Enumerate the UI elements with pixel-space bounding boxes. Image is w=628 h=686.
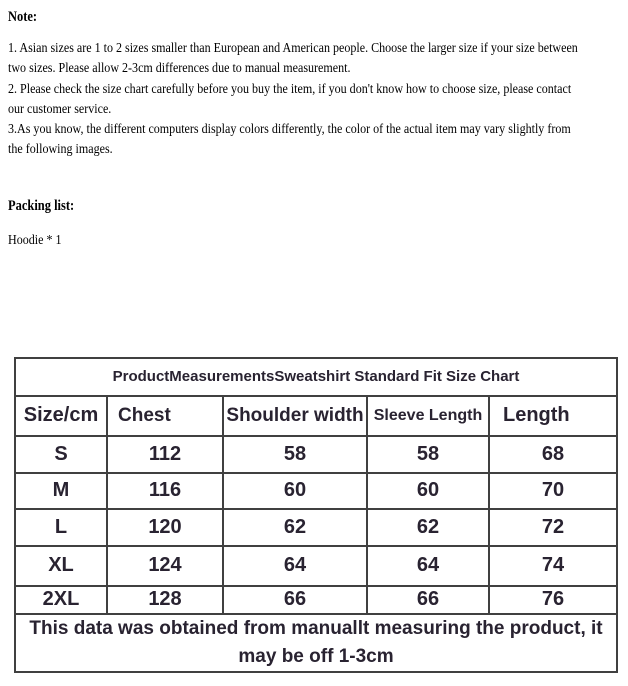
chest-cell: 128 [107,586,223,614]
size-chart-header-row [15,396,617,436]
length-cell: 76 [489,586,617,614]
sleeve-cell: 66 [367,586,489,614]
sleeve-cell: 60 [367,473,489,509]
column-header-length: Length [489,396,617,436]
column-header-shoulder-width: Shoulder width [223,396,367,436]
size-cell: XL [15,546,107,586]
length-cell: 72 [489,509,617,546]
note-line: our customer service. [8,101,112,117]
size-cell: M [15,473,107,509]
length-cell: 70 [489,473,617,509]
size-chart-footer-row [15,614,617,672]
table-row-xl [15,546,617,586]
note-line: 1. Asian sizes are 1 to 2 sizes smaller than European and American people. Choose the larger size if your size between [8,41,578,56]
shoulder-cell: 62 [223,509,367,546]
shoulder-cell: 66 [223,586,367,614]
size-cell: S [15,436,107,473]
table-row-m [15,473,617,509]
note-heading: Note: [8,9,38,25]
sleeve-cell: 64 [367,546,489,586]
packing-list-item: Hoodie * 1 [8,232,62,248]
note-line: 2. Please check the size chart carefully before you buy the item, if you don't know how to choose size, please contact [8,81,572,97]
note-line: the following images. [8,142,113,158]
table-row-2xl [15,586,617,614]
shoulder-cell: 58 [223,436,367,473]
size-chart-title: ProductMeasurementsSweatshirt Standard Fit Size Chart [15,358,617,396]
note-line: two sizes. Please allow 2-3cm differences due to manual measurement. [8,61,351,77]
size-chart-title-row [15,358,617,396]
size-chart-footer-note: This data was obtained from manuallt measuring the product, it may be off 1-3cm [15,614,617,672]
length-cell: 68 [489,436,617,473]
length-cell: 74 [489,546,617,586]
table-row-s [15,436,617,473]
sleeve-cell: 62 [367,509,489,546]
note-paragraph [8,39,620,161]
column-header-chest: Chest [107,396,223,436]
size-cell: 2XL [15,586,107,614]
packing-list-heading: Packing list: [8,197,75,214]
shoulder-cell: 60 [223,473,367,509]
chest-cell: 120 [107,509,223,546]
column-header-size: Size/cm [15,396,107,436]
chest-cell: 124 [107,546,223,586]
sleeve-cell: 58 [367,436,489,473]
shoulder-cell: 64 [223,546,367,586]
note-line: 3.As you know, the different computers display colors differently, the color of the actual item may vary slightly from [8,122,571,138]
size-chart-table [14,357,618,673]
table-row-l [15,509,617,546]
chest-cell: 116 [107,473,223,509]
chest-cell: 112 [107,436,223,473]
column-header-sleeve-length: Sleeve Length [367,396,489,436]
size-cell: L [15,509,107,546]
